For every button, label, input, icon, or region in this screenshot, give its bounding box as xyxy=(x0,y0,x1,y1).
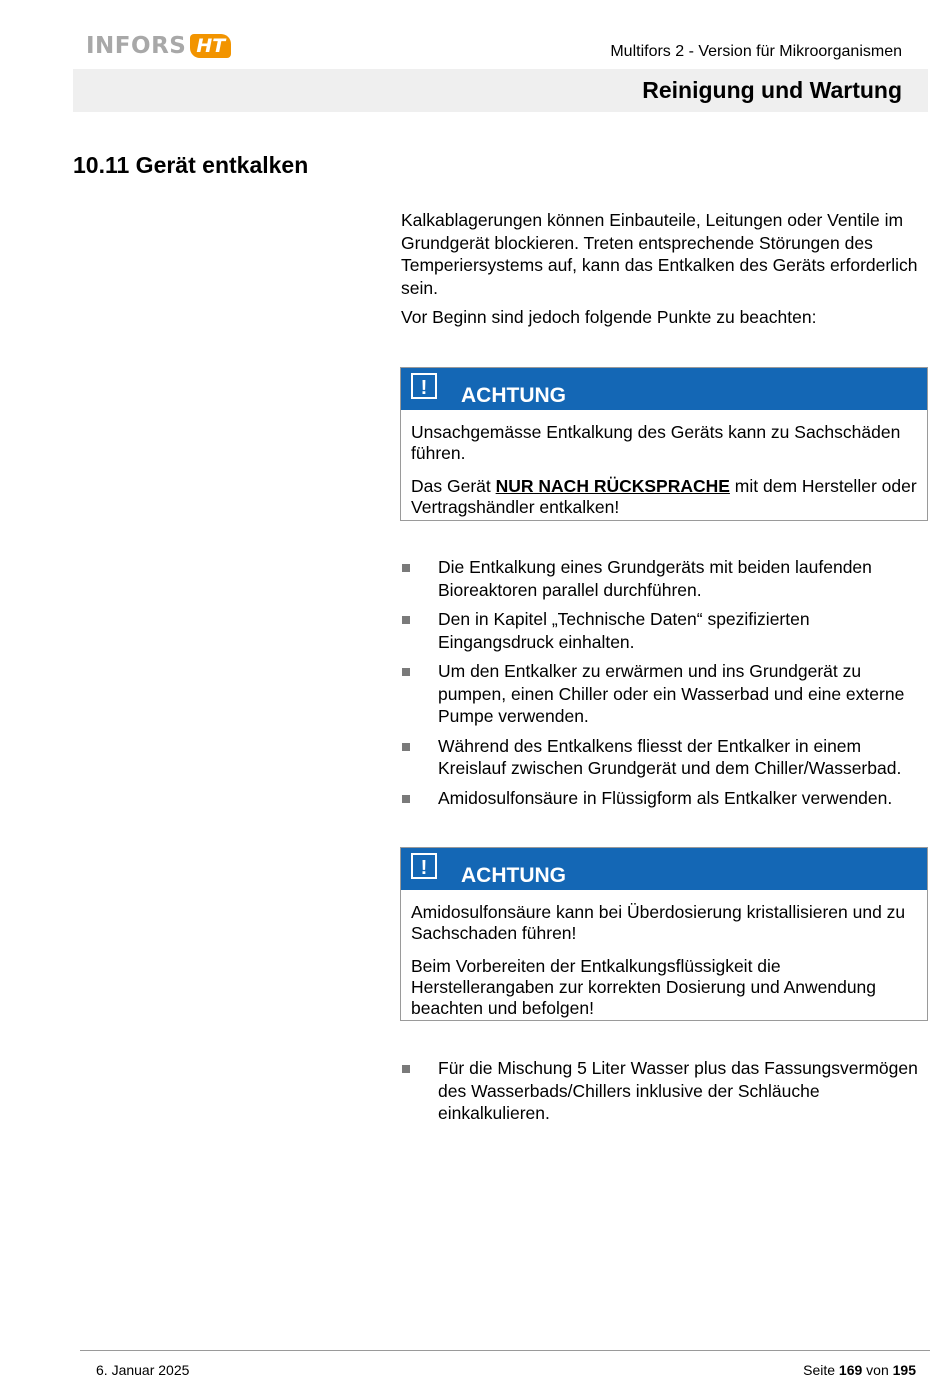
warning-instruction: Beim Vorbereiten der Entkalkungsflüssigkeit die Herstellerangaben zur korrekten Dosierung und Anwendung beachten und befolgen! xyxy=(411,956,877,1018)
list-item: Während des Entkalkens fliesst der Entkalker in einem Kreislauf zwischen Grundgerät und dem Chiller/Wasserbad. xyxy=(401,735,928,780)
bullet-list xyxy=(401,1057,928,1132)
warning-header xyxy=(401,368,927,410)
warning-text: Amidosulfonsäure kann bei Überdosierung kristallisieren und zu Sachschaden führen! xyxy=(411,902,906,943)
warning-text: Unsachgemässe Entkalkung des Geräts kann zu Sachschäden führen. xyxy=(411,422,901,463)
logo-text: INFORS xyxy=(86,33,187,59)
document-title: Multifors 2 - Version für Mikroorganismen xyxy=(610,43,902,60)
intro-note: Vor Beginn sind jedoch folgende Punkte zu beachten: xyxy=(401,307,817,327)
footer-date: 6. Januar 2025 xyxy=(96,1362,190,1378)
exclamation-icon: ! xyxy=(411,373,437,399)
bullet-square-icon xyxy=(402,616,410,624)
list-item: Die Entkalkung eines Grundgeräts mit beiden laufenden Bioreaktoren parallel durchführen. xyxy=(401,556,928,601)
intro-paragraph: Kalkablagerungen können Einbauteile, Leitungen oder Ventile im Grundgerät blockieren. Treten entsprechende Störungen des Temperiersystems auf, kann das Entkalken des Geräts erforderlich sein. xyxy=(401,210,918,298)
warning-box xyxy=(400,367,928,521)
list-item: Um den Entkalker zu erwärmen und ins Grundgerät zu pumpen, einen Chiller oder ein Wasserbad und eine externe Pumpe verwenden. xyxy=(401,660,928,728)
warning-instruction: Das Gerät NUR NACH RÜCKSPRACHE mit dem Hersteller oder Vertragshändler entkalken! xyxy=(411,476,917,517)
page-number: Seite 169 von 195 xyxy=(803,1362,916,1378)
warning-header xyxy=(401,848,927,890)
footer-divider xyxy=(80,1350,930,1351)
bullet-square-icon xyxy=(402,795,410,803)
bullet-square-icon xyxy=(402,1065,410,1073)
warning-box xyxy=(400,847,928,1021)
bullet-square-icon xyxy=(402,564,410,572)
emphasis-text: NUR NACH RÜCKSPRACHE xyxy=(495,476,730,496)
section-heading: 10.11 Gerät entkalken xyxy=(73,152,309,178)
header-section-title: Reinigung und Wartung xyxy=(642,77,902,103)
bullet-list xyxy=(401,556,928,816)
warning-title: ACHTUNG xyxy=(461,384,566,407)
exclamation-icon: ! xyxy=(411,853,437,879)
bullet-square-icon xyxy=(402,743,410,751)
logo xyxy=(86,33,231,59)
logo-mark: HT xyxy=(190,34,231,58)
warning-title: ACHTUNG xyxy=(461,864,566,887)
list-item: Für die Mischung 5 Liter Wasser plus das Fassungsvermögen des Wasserbads/Chillers inklusive der Schläuche einkalkulieren. xyxy=(401,1057,928,1125)
bullet-square-icon xyxy=(402,668,410,676)
list-item: Amidosulfonsäure in Flüssigform als Entkalker verwenden. xyxy=(401,787,928,810)
list-item: Den in Kapitel „Technische Daten“ spezifizierten Eingangsdruck einhalten. xyxy=(401,608,928,653)
